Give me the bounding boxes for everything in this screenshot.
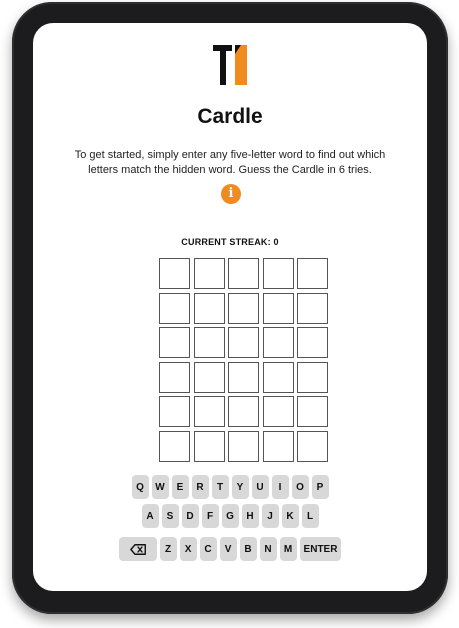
key-x[interactable]: X: [180, 537, 197, 561]
backspace-key[interactable]: [119, 537, 157, 561]
key-q[interactable]: Q: [132, 475, 149, 499]
key-f[interactable]: F: [202, 504, 219, 528]
key-k[interactable]: K: [282, 504, 299, 528]
current-streak: CURRENT STREAK: 0: [181, 237, 279, 247]
keyboard-row-1: [33, 475, 427, 499]
key-t[interactable]: T: [212, 475, 229, 499]
key-s[interactable]: S: [162, 504, 179, 528]
letter-tile: [263, 431, 294, 462]
letter-tile: [297, 327, 328, 358]
letter-tile: [297, 431, 328, 462]
letter-tile: [263, 327, 294, 358]
key-i[interactable]: I: [272, 475, 289, 499]
info-icon[interactable]: i: [221, 184, 241, 204]
key-b[interactable]: B: [240, 537, 257, 561]
cardle-logo: [213, 45, 249, 85]
enter-key[interactable]: ENTER: [300, 537, 342, 561]
letter-tile: [194, 293, 225, 324]
letter-tile: [228, 396, 259, 427]
letter-tile: [194, 431, 225, 462]
key-c[interactable]: C: [200, 537, 217, 561]
key-u[interactable]: U: [252, 475, 269, 499]
letter-tile: [228, 327, 259, 358]
key-l[interactable]: L: [302, 504, 319, 528]
key-d[interactable]: D: [182, 504, 199, 528]
guess-board: [159, 258, 328, 462]
keyboard-row-2: [33, 504, 427, 528]
tablet-frame: [12, 2, 448, 614]
letter-tile: [159, 258, 190, 289]
letter-tile: [159, 362, 190, 393]
letter-tile: [263, 258, 294, 289]
key-o[interactable]: O: [292, 475, 309, 499]
letter-tile: [194, 362, 225, 393]
key-j[interactable]: J: [262, 504, 279, 528]
page-title: Cardle: [197, 105, 263, 128]
letter-tile: [194, 327, 225, 358]
key-h[interactable]: H: [242, 504, 259, 528]
key-a[interactable]: A: [142, 504, 159, 528]
letter-tile: [297, 258, 328, 289]
key-r[interactable]: R: [192, 475, 209, 499]
letter-tile: [263, 396, 294, 427]
letter-tile: [263, 362, 294, 393]
letter-tile: [194, 396, 225, 427]
letter-tile: [228, 362, 259, 393]
letter-tile: [228, 431, 259, 462]
key-m[interactable]: M: [280, 537, 297, 561]
letter-tile: [159, 431, 190, 462]
key-v[interactable]: V: [220, 537, 237, 561]
letter-tile: [159, 327, 190, 358]
key-w[interactable]: W: [152, 475, 169, 499]
key-y[interactable]: Y: [232, 475, 249, 499]
letter-tile: [159, 396, 190, 427]
backspace-icon: [130, 544, 146, 555]
letter-tile: [263, 293, 294, 324]
instructions-text: To get started, simply enter any five-letter word to find out which letters match the hidden word. Guess the Cardle in 6 tries.: [74, 149, 386, 176]
key-e[interactable]: E: [172, 475, 189, 499]
letter-tile: [228, 258, 259, 289]
letter-tile: [297, 362, 328, 393]
letter-tile: [159, 293, 190, 324]
key-p[interactable]: P: [312, 475, 329, 499]
keyboard-row-3: [33, 537, 427, 561]
key-g[interactable]: G: [222, 504, 239, 528]
key-z[interactable]: Z: [160, 537, 177, 561]
letter-tile: [194, 258, 225, 289]
letter-tile: [297, 396, 328, 427]
tablet-screen: [33, 23, 427, 591]
letter-tile: [297, 293, 328, 324]
key-n[interactable]: N: [260, 537, 277, 561]
letter-tile: [228, 293, 259, 324]
